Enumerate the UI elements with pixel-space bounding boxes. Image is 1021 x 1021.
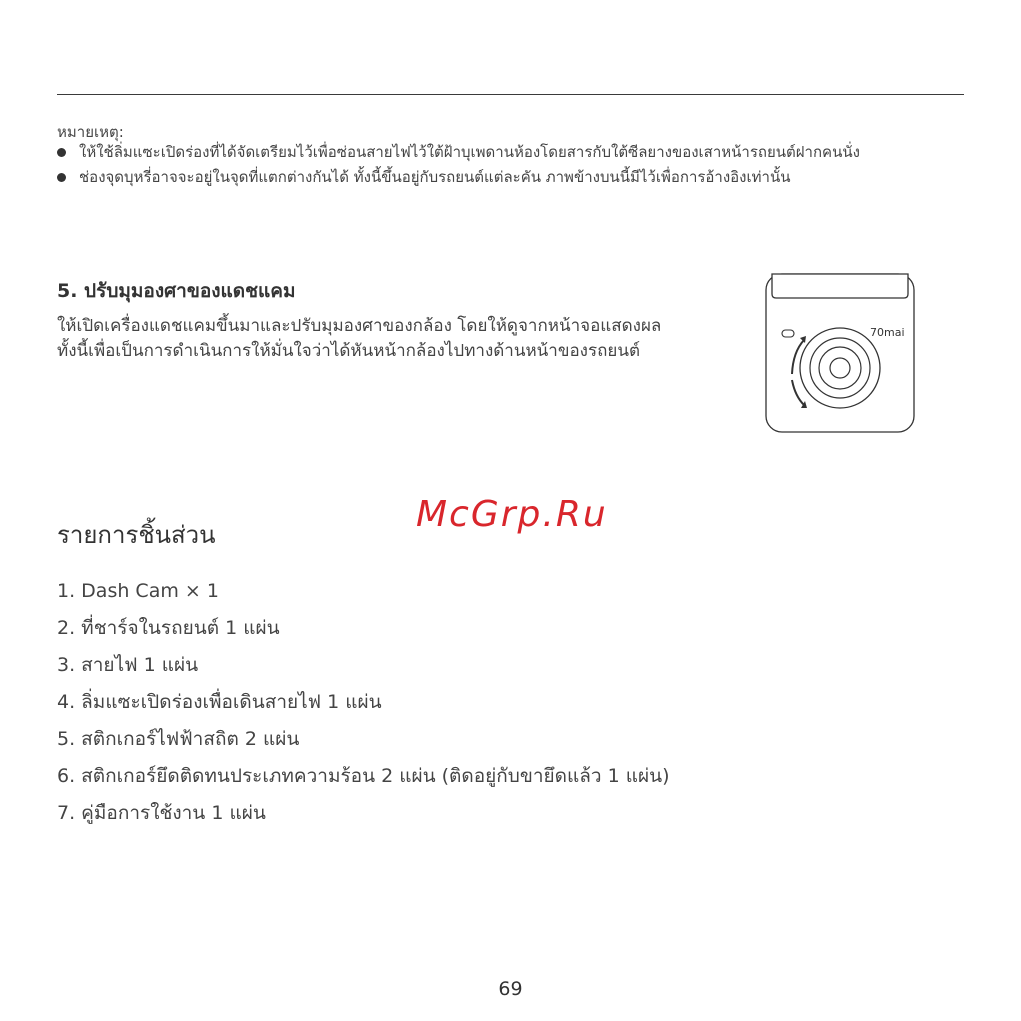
watermark: McGrp.Ru [416,494,608,535]
parts-item: 3. สายไฟ 1 แผ่น [57,654,199,676]
bullet-icon [57,173,66,182]
dash-cam-illustration [760,268,920,438]
note-text: ให้ใช้ลิ่มแซะเปิดร่องที่ได้จัดเตรียมไว้เพื่อซ่อนสายไฟไว้ใต้ฝ้าบุเพดานห้องโดยสารกับใต้ซีลยางของเสาหน้ารถยนต์ฝากคนนั่ง [79,143,860,161]
note-item [57,167,967,188]
bullet-icon [57,148,66,157]
note-item [57,142,967,163]
parts-title: รายการชิ้นส่วน [57,521,216,549]
parts-item: 6. สติกเกอร์ยึดติดทนประเภทความร้อน 2 แผ่น (ติดอยู่กับขายึดแล้ว 1 แผ่น) [57,765,670,787]
page-number: 69 [498,978,523,1000]
parts-item: 1. Dash Cam × 1 [57,580,219,602]
notes-title: หมายเหตุ: [57,123,124,141]
parts-item: 7. คู่มือการใช้งาน 1 แผ่น [57,802,266,824]
brand-logo: 70mai [870,326,905,339]
parts-item: 4. ลิ่มแซะเปิดร่องเพื่อเดินสายไฟ 1 แผ่น [57,691,382,713]
header-rule [57,94,964,95]
mount-top [772,274,908,298]
parts-list [57,573,669,832]
notes-list [57,142,967,192]
parts-item: 2. ที่ชาร์จในรถยนต์ 1 แผ่น [57,617,280,639]
parts-item: 5. สติกเกอร์ไฟฟ้าสถิต 2 แผ่น [57,728,300,750]
lens-icon [800,328,880,408]
note-text: ช่องจุดบุหรี่อาจจะอยู่ในจุดที่แตกต่างกันได้ ทั้งนี้ขึ้นอยู่กับรถยนต์แต่ละคัน ภาพข้างบนนี้มีไว้เพื่อการอ้างอิงเท่านั้น [79,168,791,186]
section-5-body: ให้เปิดเครื่องแดชแคมขึ้นมาและปรับมุมองศาของกล้อง โดยให้ดูจากหน้าจอแสดงผล ทั้งนี้เพื่อเป็นการดำเนินการให้มั่นใจว่าได้หันหน้ากล้องไปทางด้านหน้าของรถยนต์ [57,316,662,361]
section-5-title: 5. ปรับมุมองศาของแดชแคม [57,280,296,302]
